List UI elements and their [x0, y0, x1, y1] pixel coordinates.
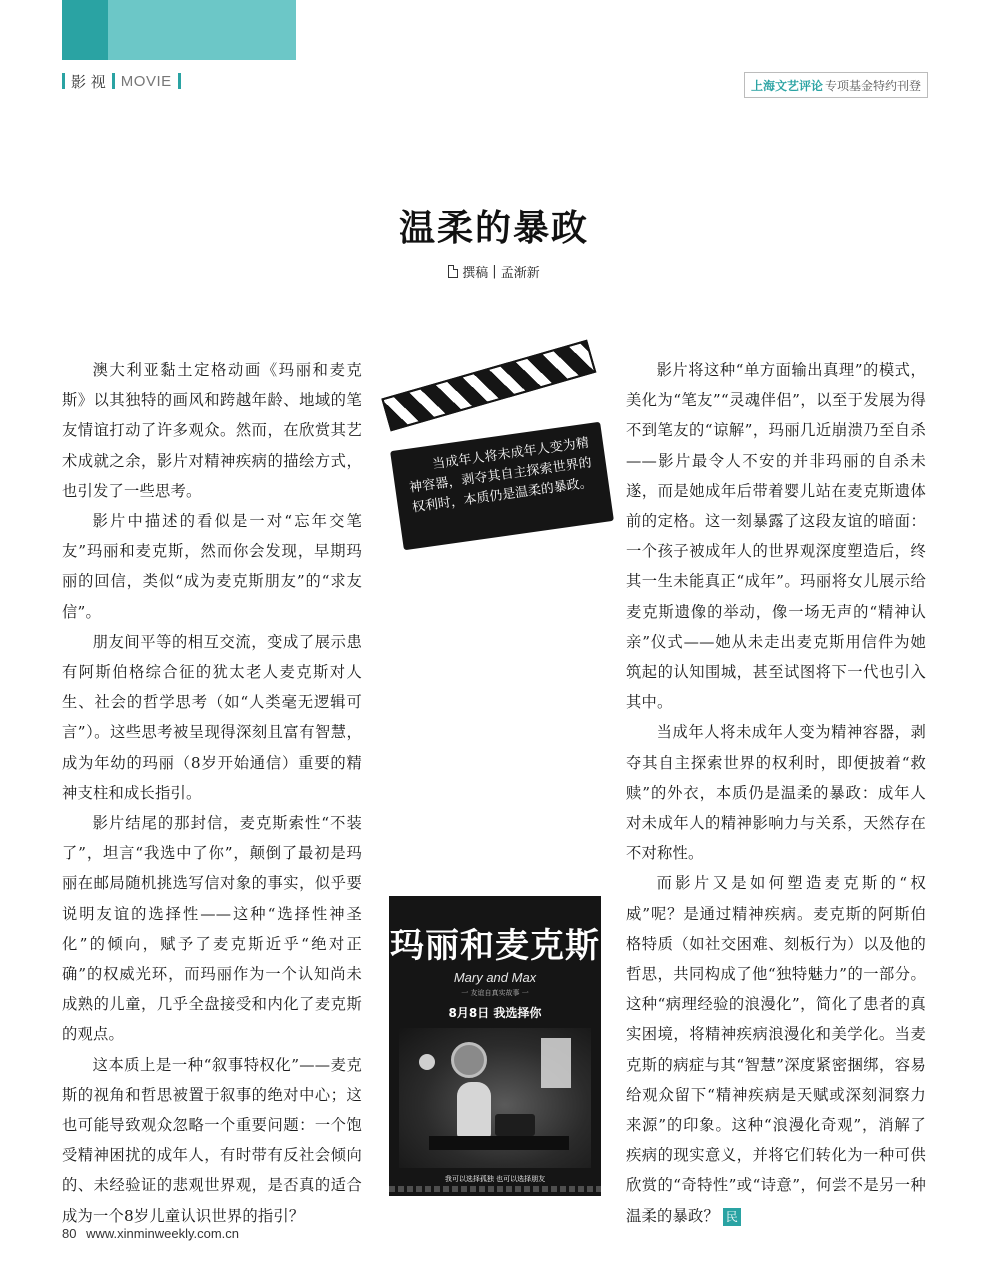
poster-tagline: 我可以选择孤独 也可以选择朋友 [444, 1175, 546, 1183]
poster-title-en: Mary and Max [453, 970, 537, 985]
poster-scene [399, 1028, 591, 1168]
paragraph: 朋友间平等的相互交流，变成了展示患有阿斯伯格综合征的犹太老人麦克斯对人生、社会的哲学思考（如“人类毫无逻辑可言”）。这些思考被呈现得深刻且富有智慧，成为年幼的玛丽（8岁开始通信）重要的精神支柱和成长指引。 [62, 632, 362, 802]
left-column [62, 355, 362, 1231]
paragraph: 影片结尾的那封信，麦克斯索性“不装了”，坦言“我选中了你”，颠倒了最初是玛丽在邮局随机挑选写信对象的事实，似乎要说明友谊的选择性——这种“选择性神圣化”的倾向，赋予了麦克斯近乎“绝对正确”的权威光环，而玛丽作为一个认知尚未成熟的儿童，几乎全盘接受和内化了麦克斯的观点。 [62, 814, 362, 1044]
desk-shape [429, 1136, 569, 1150]
paragraph: 这本质上是一种“叙事特权化”——麦克斯的视角和哲思被置于叙事的绝对中心；这也可能导致观众忽略一个重要问题：一个饱受精神困扰的成年人，有时带有反社会倾向的、未经验证的悲观世界观，是否真的适合成为一个8岁儿童认识世界的指引？ [62, 1055, 362, 1225]
page-number: 80 [62, 1226, 77, 1241]
divider-bar [62, 73, 65, 89]
poster-credits [389, 1186, 601, 1192]
paragraph-text: 而影片又是如何塑造麦克斯的“权威”呢？是通过精神疾病。麦克斯的阿斯伯格特质（如社交困难、刻板行为）以及他的哲思，共同构成了他“独特魅力”的一部分。这种“病理经验的浪漫化”，简化了患者的真实困境，将精神疾病浪漫化和美学化。当麦克斯的病症与其“智慧”深度紧密捆绑，容易给观众留下“精神疾病是天赋或深刻洞察力来源”的印象。这种“浪漫化奇观”，消解了疾病的现实意义，并将它们转化为一种可供欣赏的“奇特性”或“诗意”，何尝不是另一种温柔的暴政？ [626, 874, 926, 1225]
window-shape [541, 1038, 571, 1088]
lamp-shape [419, 1054, 435, 1070]
paragraph: 影片中描述的看似是一对“忘年交笔友”玛丽和麦克斯，然而你会发现，早期玛丽的回信，类似“成为麦克斯朋友”的“求友信”。 [62, 512, 362, 621]
paragraph: 影片将这种“单方面输出真理”的模式，美化为“笔友”“灵魂伴侣”，以至于发展为得不到笔友的“谅解”，玛丽几近崩溃乃至自杀——影片最令人不安的并非玛丽的自杀未遂，而是她成年后带着婴儿站在麦克斯遗体前的定格。这一刻暴露了这段友谊的暗面：一个孩子被成年人的世界观深度塑造后，终其一生未能真正“成年”。玛丽将女儿展示给麦克斯遗像的举动，像一场无声的“精神认亲”仪式——她从未走出麦克斯用信件为她筑起的认知围城，甚至试图将下一代也引入其中。 [626, 361, 926, 712]
poster-title: 玛丽和麦克斯 [390, 926, 600, 966]
sponsor-box [744, 72, 928, 98]
divider-bar [112, 73, 115, 89]
section-tag [62, 70, 187, 92]
end-mark: 民 [723, 1208, 741, 1226]
typewriter-shape [495, 1114, 535, 1136]
section-label-en: MOVIE [120, 72, 172, 90]
poster-date: 8月8日 我选择你 [448, 1006, 542, 1020]
sponsor-name: 上海文艺评论 [750, 78, 823, 93]
divider-bar [178, 73, 181, 89]
website-url: www.xinminweekly.com.cn [86, 1226, 240, 1241]
pull-quote: 当成年人将未成年人变为精神容器，剥夺其自主探索世界的权利时，本质仍是温柔的暴政。 [390, 422, 614, 551]
byline [0, 262, 988, 281]
author-name: 孟渐新 [500, 266, 540, 281]
article-title: 温柔的暴政 [398, 207, 589, 249]
poster-subtitle: 一 友谊自真实故事 一 [461, 989, 529, 997]
document-icon [448, 265, 458, 278]
clapperboard-graphic [378, 360, 618, 550]
paragraph-last [626, 868, 926, 1230]
section-label-cn: 影 视 [71, 72, 106, 91]
portrait-frame [451, 1042, 487, 1078]
byline-label: 撰稿 [462, 266, 489, 281]
header-block-light [108, 0, 296, 60]
byline-separator: | [492, 264, 497, 279]
sponsor-note: 专项基金特约刊登 [824, 78, 921, 93]
footer [62, 1226, 239, 1241]
right-column [626, 355, 926, 1231]
movie-poster [389, 896, 601, 1196]
clapper-stick [381, 340, 596, 432]
header-block-dark [62, 0, 108, 60]
figure-shape [457, 1082, 491, 1138]
paragraph: 澳大利亚黏土定格动画《玛丽和麦克斯》以其独特的画风和跨越年龄、地域的笔友情谊打动了许多观众。然而，在欣赏其艺术成就之余，影片对精神疾病的描绘方式，也引发了一些思考。 [62, 361, 362, 500]
paragraph: 当成年人将未成年人变为精神容器，剥夺其自主探索世界的权利时，即便披着“救赎”的外衣，本质仍是温柔的暴政：成年人对未成年人的精神影响力与关系，天然存在不对称性。 [626, 723, 926, 863]
